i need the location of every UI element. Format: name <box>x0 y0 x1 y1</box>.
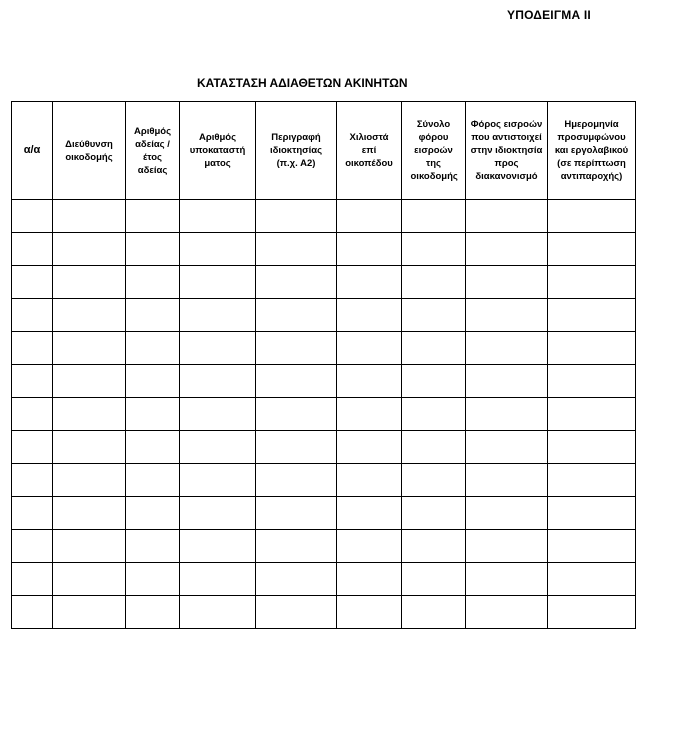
table-cell-thousandths[interactable] <box>337 497 402 530</box>
table-cell-sub_number[interactable] <box>180 497 256 530</box>
table-cell-sub_number[interactable] <box>180 464 256 497</box>
table-cell-address[interactable] <box>53 200 126 233</box>
table-body <box>12 200 636 629</box>
table-row <box>12 431 636 464</box>
table-cell-description[interactable] <box>256 299 337 332</box>
table-cell-description[interactable] <box>256 596 337 629</box>
table-cell-contract_date[interactable] <box>548 365 636 398</box>
table-cell-permit[interactable] <box>126 332 180 365</box>
table-cell-total_tax[interactable] <box>402 563 466 596</box>
table-row <box>12 332 636 365</box>
col-header-thousandths: Χιλιοστά επί οικοπέδου <box>337 102 402 200</box>
table-cell-description[interactable] <box>256 200 337 233</box>
table-cell-aa[interactable] <box>12 530 53 563</box>
col-header-total-tax: Σύνολο φόρου εισροών της οικοδομής <box>402 102 466 200</box>
table-cell-thousandths[interactable] <box>337 464 402 497</box>
table-cell-contract_date[interactable] <box>548 464 636 497</box>
document-title: ΚΑΤΑΣΤΑΣΗ ΑΔΙΑΘΕΤΩΝ ΑΚΙΝΗΤΩΝ <box>197 76 408 90</box>
table-cell-permit[interactable] <box>126 398 180 431</box>
col-header-description: Περιγραφή ιδιοκτησίας (π.χ. Α2) <box>256 102 337 200</box>
table-row <box>12 233 636 266</box>
table-cell-permit[interactable] <box>126 431 180 464</box>
table-cell-total_tax[interactable] <box>402 299 466 332</box>
table-row <box>12 200 636 233</box>
table-cell-sub_number[interactable] <box>180 530 256 563</box>
table-cell-aa[interactable] <box>12 497 53 530</box>
table-cell-sub_number[interactable] <box>180 299 256 332</box>
table-cell-thousandths[interactable] <box>337 398 402 431</box>
table-cell-thousandths[interactable] <box>337 233 402 266</box>
table-cell-tax_share[interactable] <box>466 431 548 464</box>
table-cell-contract_date[interactable] <box>548 299 636 332</box>
table-cell-aa[interactable] <box>12 332 53 365</box>
table-cell-permit[interactable] <box>126 530 180 563</box>
appendix-label: ΥΠΟΔΕΙΓΜΑ ΙΙ <box>507 8 591 22</box>
table-cell-sub_number[interactable] <box>180 431 256 464</box>
table-cell-description[interactable] <box>256 530 337 563</box>
col-header-tax-share: Φόρος εισροών που αντιστοιχεί στην ιδιοκτησία προς διακανονισμό <box>466 102 548 200</box>
table-cell-address[interactable] <box>53 299 126 332</box>
table-cell-aa[interactable] <box>12 398 53 431</box>
table-cell-tax_share[interactable] <box>466 365 548 398</box>
table-cell-sub_number[interactable] <box>180 563 256 596</box>
inventory-table <box>11 101 636 629</box>
table-cell-aa[interactable] <box>12 596 53 629</box>
table-cell-total_tax[interactable] <box>402 233 466 266</box>
table-row <box>12 266 636 299</box>
table-cell-contract_date[interactable] <box>548 200 636 233</box>
table-row <box>12 398 636 431</box>
table-row <box>12 563 636 596</box>
table-cell-sub_number[interactable] <box>180 266 256 299</box>
table-cell-total_tax[interactable] <box>402 431 466 464</box>
table-cell-aa[interactable] <box>12 563 53 596</box>
table-cell-total_tax[interactable] <box>402 497 466 530</box>
table-cell-tax_share[interactable] <box>466 233 548 266</box>
table-cell-total_tax[interactable] <box>402 464 466 497</box>
table-cell-description[interactable] <box>256 497 337 530</box>
table-cell-aa[interactable] <box>12 200 53 233</box>
table-cell-permit[interactable] <box>126 365 180 398</box>
table-cell-tax_share[interactable] <box>466 464 548 497</box>
table-cell-tax_share[interactable] <box>466 266 548 299</box>
table-cell-thousandths[interactable] <box>337 200 402 233</box>
table-cell-address[interactable] <box>53 365 126 398</box>
table-cell-description[interactable] <box>256 365 337 398</box>
table-cell-thousandths[interactable] <box>337 431 402 464</box>
table-cell-sub_number[interactable] <box>180 398 256 431</box>
table-cell-thousandths[interactable] <box>337 596 402 629</box>
table-cell-description[interactable] <box>256 233 337 266</box>
table-cell-permit[interactable] <box>126 233 180 266</box>
table-cell-address[interactable] <box>53 431 126 464</box>
table-cell-tax_share[interactable] <box>466 497 548 530</box>
table-cell-thousandths[interactable] <box>337 299 402 332</box>
table-cell-address[interactable] <box>53 464 126 497</box>
table-cell-address[interactable] <box>53 530 126 563</box>
table-cell-permit[interactable] <box>126 497 180 530</box>
table-cell-tax_share[interactable] <box>466 299 548 332</box>
col-header-permit: Αριθμός αδείας /έτος αδείας <box>126 102 180 200</box>
table-cell-description[interactable] <box>256 431 337 464</box>
table-cell-contract_date[interactable] <box>548 596 636 629</box>
table-cell-contract_date[interactable] <box>548 233 636 266</box>
table-cell-tax_share[interactable] <box>466 596 548 629</box>
table-cell-contract_date[interactable] <box>548 530 636 563</box>
table-cell-total_tax[interactable] <box>402 266 466 299</box>
table-cell-aa[interactable] <box>12 464 53 497</box>
table-cell-total_tax[interactable] <box>402 365 466 398</box>
table-cell-permit[interactable] <box>126 299 180 332</box>
table-cell-contract_date[interactable] <box>548 398 636 431</box>
col-header-aa: α/α <box>12 102 53 200</box>
table-cell-total_tax[interactable] <box>402 332 466 365</box>
table-cell-permit[interactable] <box>126 464 180 497</box>
table-cell-address[interactable] <box>53 266 126 299</box>
table-cell-contract_date[interactable] <box>548 266 636 299</box>
table-cell-contract_date[interactable] <box>548 332 636 365</box>
table-cell-sub_number[interactable] <box>180 365 256 398</box>
table-cell-description[interactable] <box>256 563 337 596</box>
table-cell-description[interactable] <box>256 266 337 299</box>
table-cell-sub_number[interactable] <box>180 332 256 365</box>
col-header-sub-number: Αριθμός υποκαταστή ματος <box>180 102 256 200</box>
table-cell-description[interactable] <box>256 464 337 497</box>
col-header-contract-date: Ημερομηνία προσυμφώνου και εργολαβικού (σε περίπτωση αντιπαροχής) <box>548 102 636 200</box>
table-row <box>12 299 636 332</box>
table-cell-aa[interactable] <box>12 266 53 299</box>
table-row <box>12 497 636 530</box>
table-cell-tax_share[interactable] <box>466 200 548 233</box>
table-cell-description[interactable] <box>256 398 337 431</box>
table-cell-description[interactable] <box>256 332 337 365</box>
table-cell-sub_number[interactable] <box>180 596 256 629</box>
table-cell-total_tax[interactable] <box>402 398 466 431</box>
table-cell-contract_date[interactable] <box>548 431 636 464</box>
table-cell-aa[interactable] <box>12 365 53 398</box>
table-cell-aa[interactable] <box>12 299 53 332</box>
table-row <box>12 596 636 629</box>
col-header-address: Διεύθυνση οικοδομής <box>53 102 126 200</box>
table-cell-contract_date[interactable] <box>548 497 636 530</box>
table-cell-address[interactable] <box>53 233 126 266</box>
table-cell-aa[interactable] <box>12 233 53 266</box>
table-cell-contract_date[interactable] <box>548 563 636 596</box>
table-cell-tax_share[interactable] <box>466 563 548 596</box>
table-cell-permit[interactable] <box>126 200 180 233</box>
table-cell-address[interactable] <box>53 563 126 596</box>
table-cell-total_tax[interactable] <box>402 200 466 233</box>
table-cell-address[interactable] <box>53 398 126 431</box>
table-cell-thousandths[interactable] <box>337 530 402 563</box>
table-row <box>12 464 636 497</box>
table-row <box>12 530 636 563</box>
table-cell-address[interactable] <box>53 596 126 629</box>
table-cell-tax_share[interactable] <box>466 530 548 563</box>
header-row <box>12 102 636 200</box>
table-cell-thousandths[interactable] <box>337 563 402 596</box>
table-cell-sub_number[interactable] <box>180 233 256 266</box>
table-cell-sub_number[interactable] <box>180 200 256 233</box>
table-cell-permit[interactable] <box>126 563 180 596</box>
table-cell-permit[interactable] <box>126 596 180 629</box>
table-row <box>12 365 636 398</box>
table-cell-thousandths[interactable] <box>337 266 402 299</box>
table-cell-thousandths[interactable] <box>337 365 402 398</box>
table-cell-thousandths[interactable] <box>337 332 402 365</box>
table-cell-total_tax[interactable] <box>402 596 466 629</box>
table-cell-total_tax[interactable] <box>402 530 466 563</box>
table-cell-tax_share[interactable] <box>466 332 548 365</box>
table-cell-address[interactable] <box>53 332 126 365</box>
table-cell-address[interactable] <box>53 497 126 530</box>
table-cell-permit[interactable] <box>126 266 180 299</box>
table-cell-tax_share[interactable] <box>466 398 548 431</box>
table-cell-aa[interactable] <box>12 431 53 464</box>
